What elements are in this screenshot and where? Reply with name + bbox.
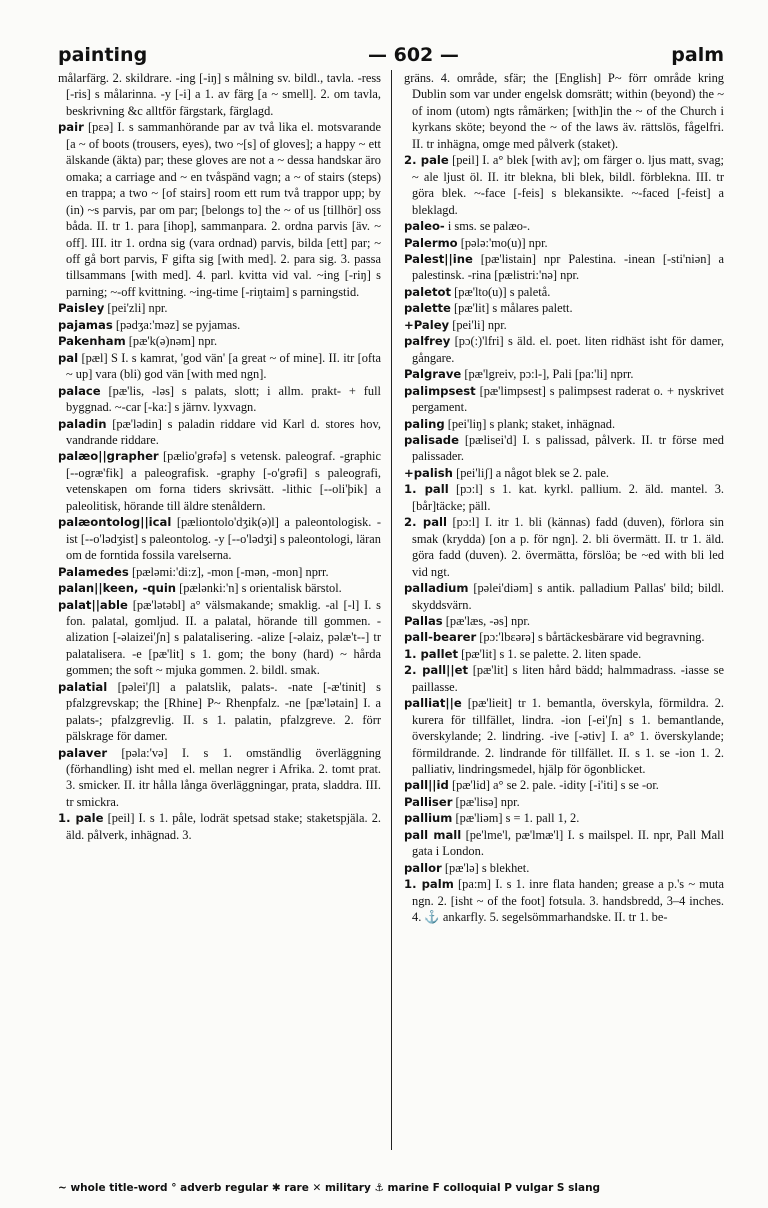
entry-text: [pælisei'd] I. s palissad, pålverk. II. tr förse med palissader. [412,432,724,464]
entry-headword: 1. palm [404,877,454,892]
abbreviation-legend: ~ whole title-word ° adverb regular ✱ rare ✕ military ⚓ marine F colloquial P vulgar S slang [58,1182,601,1194]
entry-headword: pajamas [58,317,113,332]
dictionary-entry [58,745,381,811]
dictionary-entry [404,432,724,465]
dictionary-entry [404,876,724,925]
entry-headword: palat||able [58,597,128,612]
entry-text: [pæləmi:'di:z], -mon [-mən, -mon] nprr. [131,564,329,579]
entry-text: [pɔ:l] I. itr 1. bli (kännas) fadd (duven), förlora sin smak (krydda) [on a p. för ngn]. 2. bli övermätt. II. tr 1. äld. göra fadd (duven). 2. övermätta, förslöa; be ~ed with bli led vid ngt. [412,515,724,579]
dictionary-entry [404,333,724,366]
dictionary-entry [404,383,724,416]
entry-text: [pələ:'mo(u)] npr. [460,235,548,250]
entry-headword: pall mall [404,827,462,842]
entry-text: [pɔ(:)'lfri] s äld. el. poet. liten ridhäst isht för damer, gångare. [412,334,724,365]
dictionary-entry [58,333,381,349]
dictionary-entry [404,810,724,826]
entry-headword: palladium [404,581,469,596]
entry-text: [pælio'grəfə] s vetensk. paleograf. -graphic [--ogræ'fik] a paleografisk. -graphy [-o'grəfi] s paleografi, vetenskapen om forna tiders skrivsätt. -lithic [--oli'þik] a paleolitisk, hörande till äldre stenåldern. [66,449,381,513]
dictionary-entry [404,481,724,514]
right-column [391,70,724,1150]
dictionary-entry [404,235,724,251]
dictionary-entry [404,416,724,432]
dictionary-entry [404,662,724,695]
dictionary-entry [404,860,724,876]
dictionary-entry [58,514,381,563]
dictionary-entry [404,251,724,284]
entry-headword: paling [404,416,445,431]
entry-text: [pæ'lid] a° se 2. pale. -idity [-i'iti] s se -or. [451,778,659,793]
entry-headword: Palliser [404,794,453,809]
entry-text: [pei'zli] npr. [107,301,168,316]
entry-text: [pælənki:'n] s orientalisk bärstol. [179,581,342,596]
entry-headword: Pallas [404,613,443,628]
entry-headword: Palermo [404,235,458,250]
entry-headword: pair [58,120,84,135]
dictionary-entry [404,514,724,580]
dictionary-entry [404,613,724,629]
entry-headword: Palgrave [404,367,462,382]
entry-headword: 1. pale [58,811,104,826]
entry-headword: 1. pall [404,482,449,497]
dictionary-entry [58,300,381,316]
dictionary-entry [404,465,724,481]
entry-text: [pəla:'və] I. s 1. omständlig överläggning (förhandling) isht med el. mellan negrer i Afrika. 2. tomt prat. 3. smicker. II. itr hålla långa överläggningar, prata, sladdra. III. tr smickra. [66,745,381,809]
entry-text: [pæ'limpsest] s palimpsest raderat o. + nyskrivet pergament. [412,383,724,415]
entry-headword: palatial [58,679,108,694]
page-header [58,30,724,70]
entry-columns [58,70,724,1150]
entry-text: [pei'li] npr. [452,317,507,332]
entry-text: [pədʒa:'məz] se pyjamas. [115,317,241,332]
dictionary-entry [404,300,724,316]
entry-headword: palaver [58,745,108,760]
page-number: — 602 — [368,44,459,66]
entry-text: [pæ'lieit] tr 1. bemantla, överskyla, förmildra. 2. kurera för tillfället, lindra. -ion [-ei'ʃn] s 1. bemantlande, överskylande; 2. lindring. -ive [-ətiv] I. a° 1. överskylande; förmildrande. 2. lindrande för tillfället. II. s 1. se -ion 1. 2. palliativ, lindringsmedel, hjälp för ögonblicket. [412,696,724,777]
entry-headword: palisade [404,432,459,447]
entry-headword: palette [404,301,451,316]
entry-headword: Pakenham [58,334,126,349]
entry-text: [pɔ:'lbɛərə] s bårtäckesbärare vid begravning. [479,630,705,645]
dictionary-entry [58,350,381,383]
entry-text: [pe'lme'l, pæ'lmæ'l] I. s mailspel. II. npr, Pall Mall gata i London. [412,827,724,859]
entry-text: [pæ'lətəbl] a° välsmakande; smaklig. -al [-l] I. s fon. palatal, gomljud. II. a palatal, hörande till gommen. -alization [-əlaizei'ʃn] s palatalisering. -alize [-əlaiz, pəlæ't--] tr palatalisera. -e [pæ'lit] s 1. gom; the bony (hard) ~ hårda gommen; the soft ~ mjuka gommen. 2. bildl. smak. [66,597,381,678]
dictionary-entry [404,777,724,793]
guide-word-left: painting [58,44,148,66]
entry-text: [pæ'liəm] s = 1. pall 1, 2. [455,811,580,826]
dictionary-entry [404,284,724,300]
left-column [58,70,391,1150]
entry-text: [pæ'lə] s blekhet. [444,860,530,875]
entry-text: [pæ'lis, -ləs] s palats, slott; i allm. prakt- + full byggnad. ~-car [-ka:] s järnv. lyxvagn. [66,383,381,415]
entry-headword: palace [58,383,101,398]
dictionary-entry [58,416,381,449]
entry-headword: Palamedes [58,564,129,579]
dictionary-entry [404,629,724,645]
dictionary-entry [58,597,381,679]
entry-text: [pæl] S I. s kamrat, 'god vän' [a great ~ of mine]. II. itr [ofta ~ up] vara (bli) god vän [with med ngn]. [66,350,382,382]
entry-headword: palæontolog||ical [58,515,172,530]
entry-headword: pal [58,350,79,365]
entry-text: [pei'liŋ] s plank; staket, inhägnad. [447,416,616,431]
entry-text: [peil] I. s 1. påle, lodrät spetsad stake; staketspjäla. 2. äld. pålverk, inhägnad. 3. [66,811,381,842]
entry-text: målarfärg. 2. skildrare. -ing [-iŋ] s målning sv. bildl., tavla. -ress [-ris] s målarinna. -y [-i] a 1. av färg [a ~ smell]. 2. om tavla, beskrivning &c alltför färgstark, färglagd. [58,71,381,118]
entry-headword: paladin [58,416,107,431]
entry-text: [pəlei'diəm] s antik. palladium Pallas' bild; bildl. skyddsvärn. [412,581,724,612]
entry-text: i sms. se palæo-. [447,219,531,234]
guide-word-right: palm [671,44,724,66]
dictionary-entry [58,70,381,119]
dictionary-entry [404,580,724,613]
entry-text: [peil] I. a° blek [with av]; om färger o. ljus matt, svag; ~ ale ljust öl. II. itr blekna, bli blek, bildl. förblekna. III. tr göra blek. ~-face [-feis] s blekansikte. ~-faced [-feist] a bleklagd. [412,153,724,217]
entry-headword: paleo- [404,219,445,234]
entry-headword: 2. pale [404,153,449,168]
dictionary-entry [404,152,724,218]
entry-headword: Paisley [58,301,105,316]
entry-headword: 2. pall [404,515,447,530]
entry-headword: palliat||e [404,696,462,711]
entry-text: [pæ'lto(u)] s paletå. [454,284,551,299]
dictionary-entry [404,317,724,333]
dictionary-entry [404,827,724,860]
dictionary-entry [58,119,381,300]
dictionary-entry [404,366,724,382]
dictionary-entry [404,646,724,662]
entry-text: [pæ'lit] s målares palett. [454,301,573,316]
entry-text: [pæ'listain] npr Palestina. -inean [-sti'niən] a palestinsk. -rina [pælistri:'nə] npr. [412,251,724,283]
entry-text: [pæ'læs, -əs] npr. [445,613,530,628]
entry-text: [pei'liʃ] a något blek se 2. pale. [456,465,609,480]
entry-headword: 2. pall||et [404,663,469,678]
entry-text: [pæ'lit] s liten hård bädd; halmmadrass. -iasse se paillasse. [412,663,724,694]
entry-text: [pa:m] I. s 1. inre flata handen; grease a p.'s ~ muta ngn. 2. [isht ~ of the foot] fotsula. 3. handsbredd, 3–4 inches. 4. ⚓ ankarfly. 5. segelsömmarhandske. II. tr 1. be- [412,877,724,925]
entry-headword: pallium [404,811,453,826]
entry-headword: 1. pallet [404,646,458,661]
entry-headword: pall||id [404,778,449,793]
entry-text: [pəlei'ʃl] a palatslik, palats-. -nate [-æ'tinit] s pfalzgrevskap; the [Rhine] P~ Rhenpfalz. -ne [pæ'lətain] I. a palats-; pfalzgrevlig. II. s 1. palatin, pfalzgreve. 2. förr pälskrage för damer. [66,679,381,744]
entry-headword: +Paley [404,317,450,332]
dictionary-entry [58,580,381,596]
entry-text: [pæ'lisə] npr. [455,794,520,809]
dictionary-entry [58,317,381,333]
dictionary-entry [58,383,381,416]
entry-text: [pæ'k(ə)nəm] npr. [128,334,218,349]
entry-headword: +palish [404,465,453,480]
dictionary-entry [58,679,381,745]
entry-text: [pæ'lədin] s paladin riddare vid Karl d. stores hov, vandrande riddare. [66,416,381,447]
entry-headword: Palest||ine [404,251,473,266]
dictionary-entry [58,564,381,580]
entry-headword: paletot [404,284,452,299]
entry-text: [pæliontolo'dʒik(ə)l] a paleontologisk. -ist [--o'lədʒist] s paleontolog. -y [--o'lədʒi] s paleontologi, läran om de forntida fossila varelserna. [66,515,381,563]
dictionary-entry [404,794,724,810]
entry-text: [pɔ:l] s 1. kat. kyrkl. pallium. 2. äld. mantel. 3. [bår]täcke; päll. [412,482,724,513]
dictionary-entry [404,70,724,152]
dictionary-entry [404,695,724,777]
entry-text: [pæ'lgreiv, pɔ:l-], Pali [pa:'li] nprr. [464,367,634,382]
dictionary-entry [58,448,381,514]
dictionary-entry [58,810,381,843]
entry-headword: palfrey [404,334,451,349]
entry-headword: palimpsest [404,383,476,398]
entry-headword: palæo||grapher [58,449,159,464]
entry-text: gräns. 4. område, sfär; the [English] P~ förr område kring Dublin som var under engelsk domsrätt; within (beyond) the ~ of inom (utom) ngts råmärken; [with]in the ~ of the Church i kyrkans sköte; beyond the ~ of the laws äv. rättslös, fågelfri. II. tr inhägna, omge med pålverk (staket). [404,71,724,151]
entry-text: [pæ'lit] s 1. se palette. 2. liten spade. [461,646,642,661]
entry-headword: pall-bearer [404,630,477,645]
entry-headword: palan||keen, -quin [58,581,177,596]
entry-headword: pallor [404,860,442,875]
entry-text: [pɛə] I. s sammanhörande par av två lika el. motsvarande [a ~ of boots (trousers, eyes), two ~[s] of gloves]; a happy ~ ett älskande (äkta) par; these gloves are not a ~ dessa handskar äro omaka; a carriage and ~ en tvåspänd vagn; a ~ of stairs (steps) en trappa; a two ~ [of stairs] room ett rum två trappor upp; by (in) ~s parvis, par om par; [belongs to] the ~ of us [tillhör] oss båda. II. tr 1. para [ihop], sammanpara. 2. ordna parvis [äv. ~ off]. III. itr 1. ordna sig (vara ordnad) parvis, bilda [ett] par; ~ off gå bort parvis, F gifta sig [with med]. 2. para sig. 3. passa tillsammans [with med]. 4. parl. kvitta vid val. ~ing [-riŋ] s parning; ~-off kvittning. ~ing-time [-riŋtaim] s parningstid. [66,120,381,299]
dictionary-entry [404,218,724,234]
